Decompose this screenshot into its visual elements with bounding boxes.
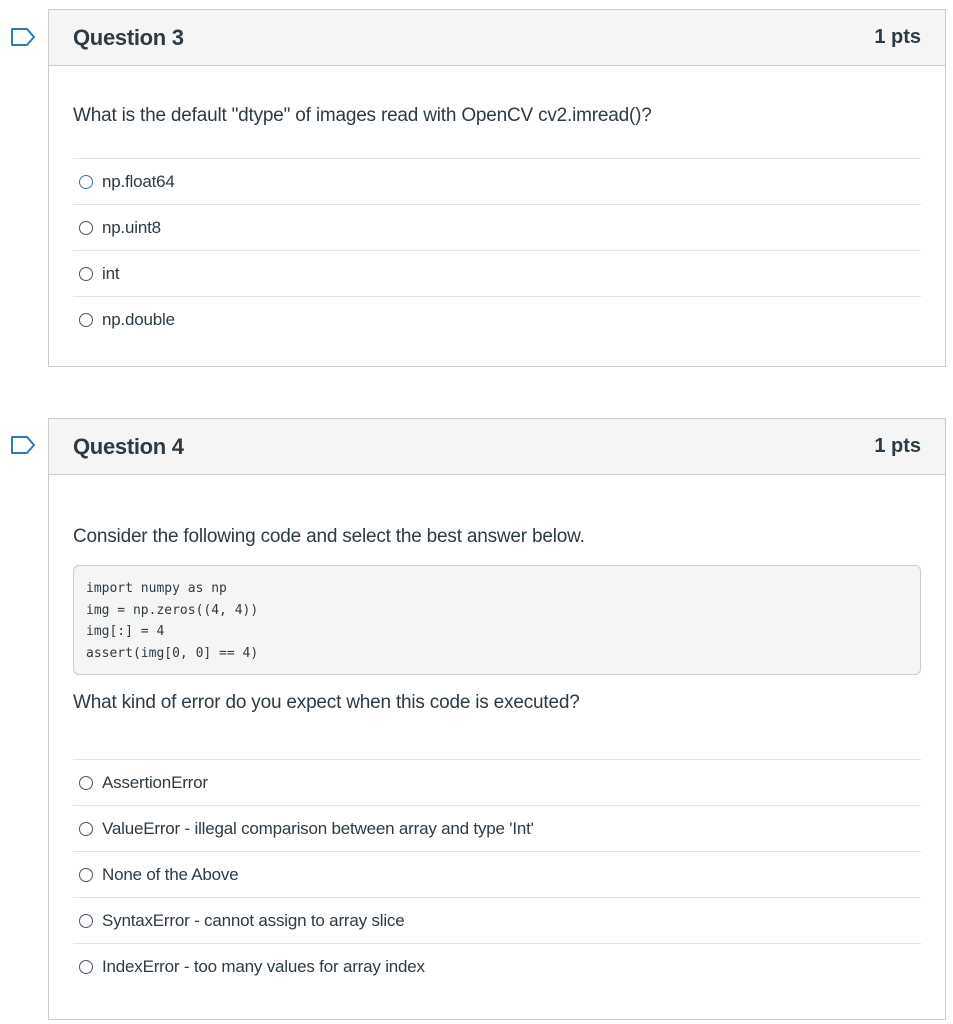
- code-line: img[:] = 4: [86, 624, 165, 639]
- answer-label: int: [102, 263, 120, 283]
- answer-label: None of the Above: [102, 864, 239, 884]
- answer-option[interactable]: [73, 852, 921, 898]
- answer-option[interactable]: [73, 159, 921, 205]
- question-points: 1 pts: [874, 435, 921, 457]
- question-4: [48, 418, 946, 1020]
- answer-option[interactable]: [73, 806, 921, 852]
- radio-circle-icon[interactable]: [79, 221, 93, 235]
- answer-option[interactable]: [73, 297, 921, 342]
- radio-circle-icon[interactable]: [79, 267, 93, 281]
- answer-list: [73, 158, 921, 342]
- question-title: Question 4: [73, 433, 184, 459]
- question-prompt: Consider the following code and select the best answer below.: [73, 526, 585, 547]
- answer-label: np.float64: [102, 171, 175, 191]
- answer-label: IndexError - too many values for array index: [102, 956, 425, 976]
- answer-option[interactable]: [73, 205, 921, 251]
- radio-circle-icon[interactable]: [79, 776, 93, 790]
- answer-label: SyntaxError - cannot assign to array slice: [102, 910, 405, 930]
- radio-circle-icon[interactable]: [79, 175, 93, 189]
- answer-option[interactable]: [73, 760, 921, 806]
- code-line: import numpy as np: [86, 581, 227, 596]
- answer-label: np.uint8: [102, 217, 161, 237]
- question-prompt: What is the default "dtype" of images read with OpenCV cv2.imread()?: [73, 105, 652, 126]
- question-title: Question 3: [73, 24, 184, 50]
- flag-question-icon[interactable]: [10, 27, 36, 47]
- question-3: [48, 9, 946, 367]
- question-body: [49, 526, 945, 989]
- radio-circle-icon[interactable]: [79, 313, 93, 327]
- question-header: [49, 10, 945, 66]
- answer-option[interactable]: [73, 944, 921, 989]
- radio-circle-icon[interactable]: [79, 868, 93, 882]
- answer-list: [73, 759, 921, 989]
- question-followup: What kind of error do you expect when this code is executed?: [73, 692, 580, 713]
- question-body: [49, 105, 945, 342]
- answer-label: ValueError - illegal comparison between array and type 'Int': [102, 818, 534, 838]
- question-header: [49, 419, 945, 475]
- radio-circle-icon[interactable]: [79, 914, 93, 928]
- answer-option[interactable]: [73, 251, 921, 297]
- answer-label: AssertionError: [102, 772, 208, 792]
- answer-label: np.double: [102, 309, 175, 329]
- code-line: assert(img[0, 0] == 4): [86, 645, 259, 661]
- flag-question-icon[interactable]: [10, 435, 36, 455]
- radio-circle-icon[interactable]: [79, 960, 93, 974]
- code-block: [73, 565, 921, 675]
- question-points: 1 pts: [874, 26, 921, 48]
- answer-option[interactable]: [73, 898, 921, 944]
- radio-circle-icon[interactable]: [79, 822, 93, 836]
- code-line: img = np.zeros((4, 4)): [86, 602, 259, 618]
